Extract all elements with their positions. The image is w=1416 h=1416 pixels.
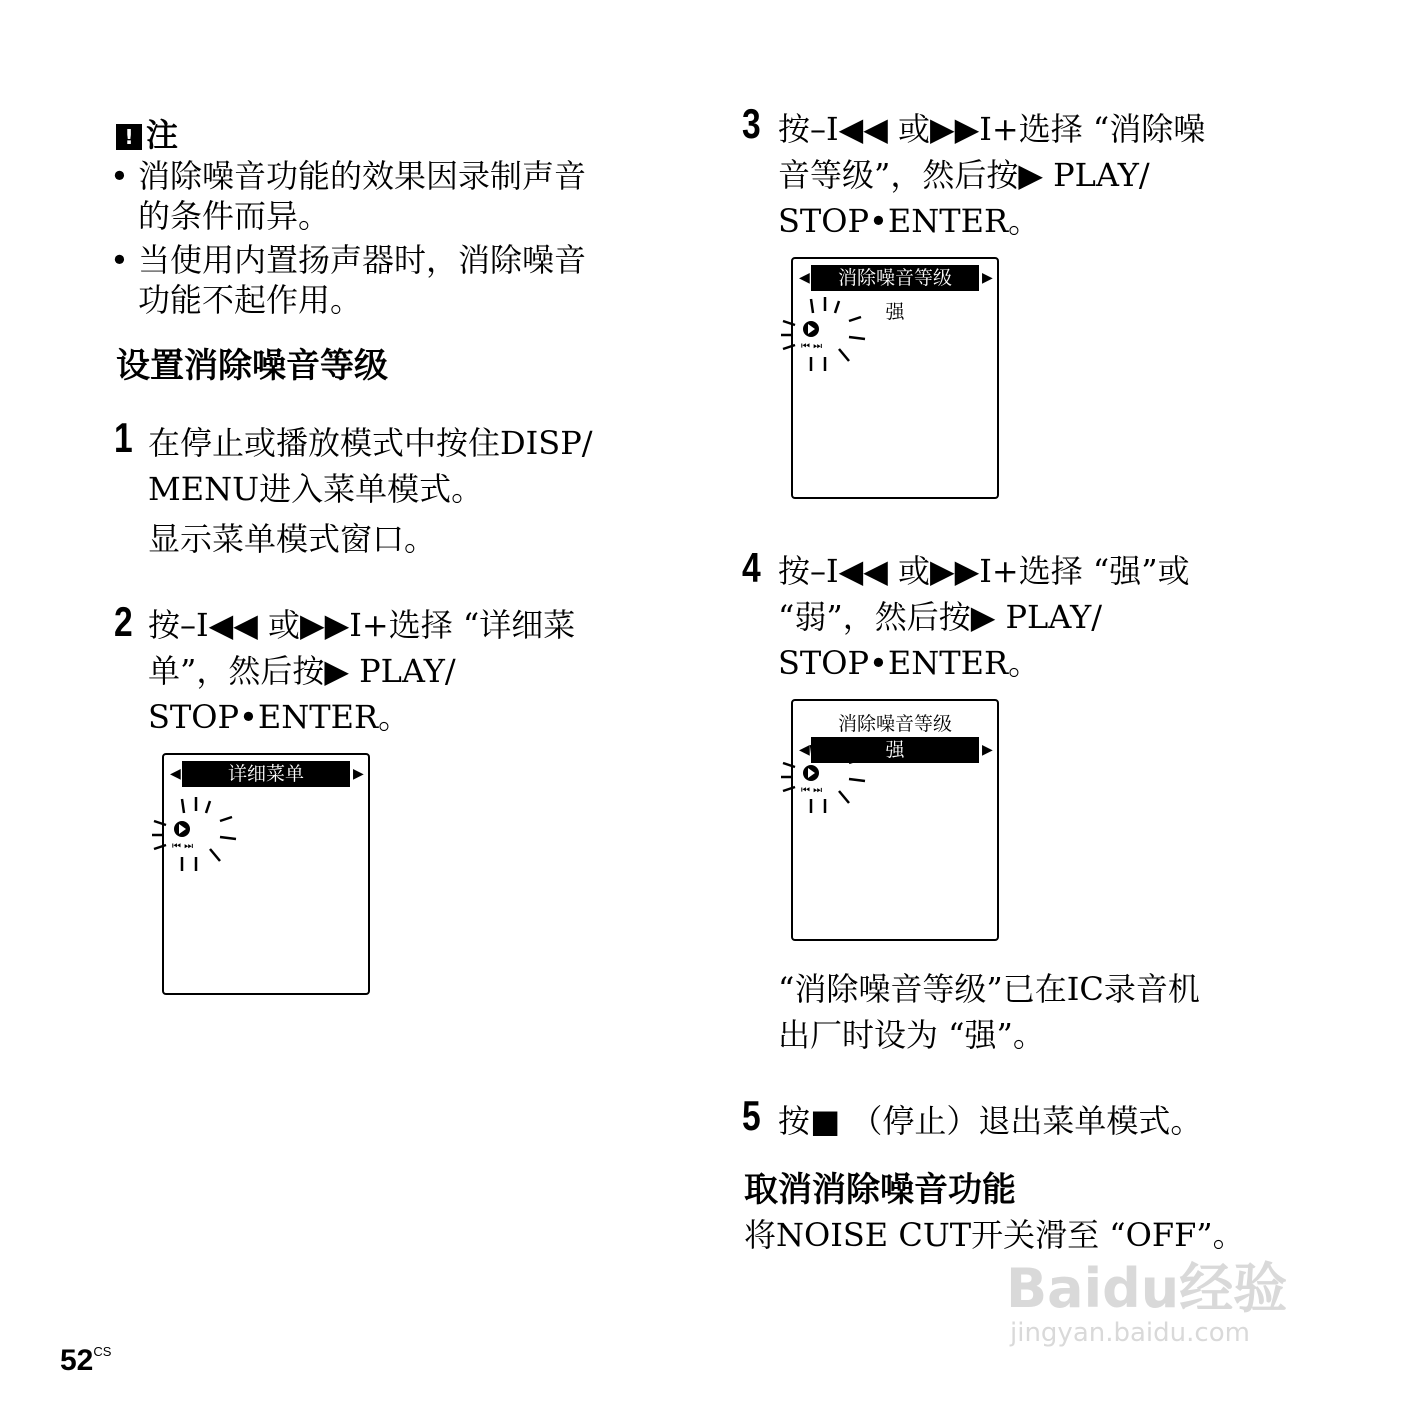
svg-text:⏮ ⏭: ⏮ ⏭	[172, 841, 194, 852]
step-3-line-1: 按–I◀◀ 或▶▶I+选择 “消除噪	[778, 110, 1206, 148]
step-5-number: 5	[742, 1092, 761, 1139]
step-4-number: 4	[742, 544, 761, 591]
left-arrow-icon: ◀	[799, 742, 810, 758]
step-3-line-2: 音等级”，然后按▶ PLAY/	[778, 156, 1150, 194]
display-screen-step-4	[791, 699, 999, 941]
jog-lever-icon	[148, 795, 244, 875]
step-5-line: 按■ （停止）退出菜单模式。	[778, 1102, 1203, 1140]
step-4-line-1: 按–I◀◀ 或▶▶I+选择 “强”或	[778, 552, 1190, 590]
svg-text:⏮ ⏭: ⏮ ⏭	[801, 785, 823, 796]
step-2-line-2: 单”，然后按▶ PLAY/	[148, 652, 456, 690]
right-arrow-icon: ▶	[982, 270, 993, 286]
step-2-line-1: 按–I◀◀ 或▶▶I+选择 “详细菜	[148, 606, 576, 644]
right-arrow-icon: ▶	[982, 742, 993, 758]
baidu-watermark-logo: Baidu经验	[1006, 1257, 1288, 1320]
note-bullet-1-line-2: 的条件而异。	[138, 197, 331, 235]
page-number	[60, 1344, 111, 1378]
left-arrow-icon: ◀	[170, 766, 181, 782]
note-bullet-1-line-1: 消除噪音功能的效果因录制声音	[138, 157, 587, 195]
cancel-instruction: 将NOISE CUT开关滑至 “OFF”。	[744, 1216, 1245, 1254]
step-4-note-line-2: 出厂时设为 “强”。	[778, 1016, 1045, 1054]
step-4-note-line-1: “消除噪音等级”已在IC录音机	[778, 970, 1200, 1008]
screen-menu-title: 消除噪音等级	[811, 265, 979, 291]
step-2-number: 2	[114, 598, 133, 645]
svg-text:⏮ ⏭: ⏮ ⏭	[801, 341, 823, 352]
step-4-line-3: STOP•ENTER。	[778, 644, 1041, 682]
step-2-line-3: STOP•ENTER。	[148, 698, 411, 736]
page-number-value: 52	[60, 1344, 94, 1377]
step-4-line-2: “弱”，然后按▶ PLAY/	[778, 598, 1103, 636]
step-1-number: 1	[114, 414, 133, 461]
step-1-line-3: 显示菜单模式窗口。	[148, 520, 437, 558]
jog-lever-icon	[777, 295, 873, 375]
baidu-watermark-url: jingyan.baidu.com	[1010, 1318, 1250, 1348]
note-bullet-2-line-1: 当使用内置扬声器时，消除噪音	[138, 241, 587, 279]
screen-value: 强	[885, 301, 905, 323]
jog-lever-icon	[777, 737, 873, 817]
step-3-line-3: STOP•ENTER。	[778, 202, 1041, 240]
step-3-number: 3	[742, 100, 761, 147]
step-1-line-1: 在停止或播放模式中按住DISP/	[148, 424, 593, 462]
section-heading-cancel: 取消消除噪音功能	[744, 1170, 1016, 1210]
display-screen-step-3	[791, 257, 999, 499]
right-arrow-icon: ▶	[353, 766, 364, 782]
note-bullet-2-line-2: 功能不起作用。	[138, 281, 363, 319]
page-number-suffix: CS	[93, 1344, 112, 1359]
step-1-line-2: MENU进入菜单模式。	[148, 470, 484, 508]
display-screen-step-2	[162, 753, 370, 995]
note-icon: !	[116, 124, 142, 150]
note-heading	[116, 110, 178, 156]
screen-value: 强	[811, 737, 979, 763]
left-arrow-icon: ◀	[799, 270, 810, 286]
note-title: 注	[146, 116, 179, 154]
section-heading-set-level: 设置消除噪音等级	[116, 346, 388, 386]
screen-menu-title: 消除噪音等级	[837, 713, 952, 735]
screen-menu-title: 详细菜单	[182, 761, 350, 787]
